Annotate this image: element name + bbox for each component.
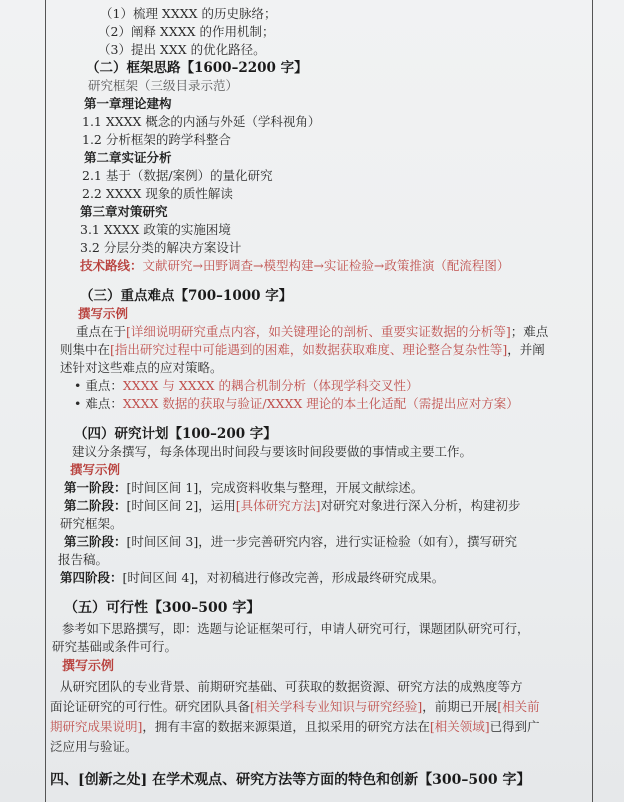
- subsection-item: 2.1 基于（数据/案例）的量化研究: [82, 168, 273, 183]
- example-label: 撰写示例: [78, 306, 129, 321]
- text-span: [时间区间 4]，对初稿进行修改完善，形成最终研究成果。: [122, 570, 445, 585]
- paragraph-line: 参考如下思路撰写，即：选题与论证框架可行，申请人研究可行，课题团队研究可行，: [62, 622, 530, 636]
- paragraph-line: 研究框架。: [60, 516, 123, 531]
- stage-label: 第一阶段：: [64, 480, 127, 495]
- section-heading: （五）可行性【300–500 字】: [64, 600, 261, 616]
- paragraph-line: [60, 342, 545, 358]
- text-span: 对研究对象进行深入分析，构建初步: [320, 498, 521, 513]
- paragraph-line: 述针对这些难点的应对策略。: [60, 360, 223, 375]
- placeholder-text: [相关前: [497, 699, 540, 714]
- paragraph-line: 研究基础或条件可行。: [52, 639, 178, 654]
- route-label: 技术路线：: [80, 258, 143, 273]
- plan-stage: [64, 480, 423, 496]
- placeholder-text: [具体研究方法]: [235, 498, 321, 513]
- placeholder-text: XXXX 与 XXXX 的耦合机制分析（体现学科交叉性）: [122, 378, 419, 393]
- chapter-heading: 第三章对策研究: [80, 204, 168, 219]
- paragraph-line: [50, 699, 540, 715]
- placeholder-text: XXXX 数据的获取与验证/XXXX 理论的本土化适配（需提出应对方案）: [122, 396, 519, 411]
- paragraph-line: 泛应用与验证。: [50, 739, 138, 754]
- stage-label: 第三阶段：: [64, 534, 127, 549]
- paragraph-line: [50, 719, 540, 735]
- subsection-item: 3.1 XXXX 政策的实施困境: [80, 222, 231, 237]
- text-span: 面论证研究的可行性。研究团队具备: [50, 699, 251, 714]
- paragraph-line: 建议分条撰写，每条体现出时间段与要该时间段要做的事情或主要工作。: [72, 444, 473, 459]
- route-text: 文献研究→田野调查→模型构建→实证检验→政策推演（配流程图）: [142, 258, 510, 273]
- paragraph-line: [76, 324, 548, 340]
- section-heading: （三）重点难点【700–1000 字】: [80, 288, 293, 304]
- plan-stage: [64, 534, 517, 550]
- example-label: 撰写示例: [62, 659, 115, 674]
- text-span: ，拥有丰富的数据来源渠道，且拟采用的研究方法在: [142, 719, 430, 734]
- paragraph-line: 报告稿。: [58, 552, 109, 567]
- chapter-heading: 第一章理论建构: [84, 96, 172, 111]
- innovation-heading: 四、[创新之处] 在学术观点、研究方法等方面的特色和创新【300–500 字】: [50, 772, 531, 788]
- list-item: （1）梳理 XXXX 的历史脉络；: [100, 6, 277, 21]
- chapter-heading: 第二章实证分析: [84, 150, 172, 165]
- plan-stage: [64, 498, 520, 514]
- technical-route: [80, 258, 509, 274]
- section-heading: （四）研究计划【100–200 字】: [74, 426, 277, 442]
- subsection-item: 2.2 XXXX 现象的质性解读: [82, 186, 233, 201]
- subsection-item: 1.2 分析框架的跨学科整合: [82, 132, 231, 147]
- example-label: 撰写示例: [70, 462, 121, 477]
- text-span: [时间区间 3]，进一步完善研究内容，进行实证检验（如有），撰写研究: [126, 534, 517, 549]
- text-span: ，前期已开展: [422, 699, 498, 714]
- text-span: • 重点：: [74, 378, 123, 393]
- text-span: ；难点: [510, 324, 549, 339]
- list-item: （3）提出 XXX 的优化路径。: [98, 42, 266, 57]
- stage-label: 第四阶段：: [60, 570, 123, 585]
- bullet-item: [74, 378, 418, 394]
- placeholder-text: [相关学科专业知识与研究经验]: [250, 699, 423, 714]
- placeholder-text: [详细说明研究重点内容，如关键理论的剖析、重要实证数据的分析等]: [126, 324, 511, 339]
- text-span: 则集中在: [60, 342, 111, 357]
- placeholder-text: [相关领域]: [429, 719, 490, 734]
- placeholder-text: [指出研究过程中可能遇到的困难，如数据获取难度、理论整合复杂性等]: [110, 342, 508, 357]
- subsection-item: 3.2 分层分类的解决方案设计: [80, 240, 242, 255]
- subsection-item: 1.1 XXXX 概念的内涵与外延（学科视角）: [82, 114, 321, 129]
- text-span: 重点在于: [76, 324, 127, 339]
- stage-label: 第二阶段：: [64, 498, 127, 513]
- placeholder-text: 期研究成果说明]: [50, 719, 143, 734]
- plan-stage: [60, 570, 444, 586]
- section-heading: （二）框架思路【1600–2200 字】: [86, 60, 308, 76]
- text-span: [时间区间 2]，运用: [126, 498, 236, 513]
- text-span: 已得到广: [489, 719, 540, 734]
- text-span: ，并阐: [507, 342, 545, 357]
- list-item: （2）阐释 XXXX 的作用机制；: [98, 24, 275, 39]
- bullet-item: [74, 396, 519, 412]
- text-span: [时间区间 1]，完成资料收集与整理，开展文献综述。: [126, 480, 424, 495]
- text-span: • 难点：: [74, 396, 123, 411]
- paragraph-line: 从研究团队的专业背景、前期研究基础、可获取的数据资源、研究方法的成熟度等方: [60, 679, 523, 694]
- framework-label: 研究框架（三级目录示范）: [88, 78, 239, 93]
